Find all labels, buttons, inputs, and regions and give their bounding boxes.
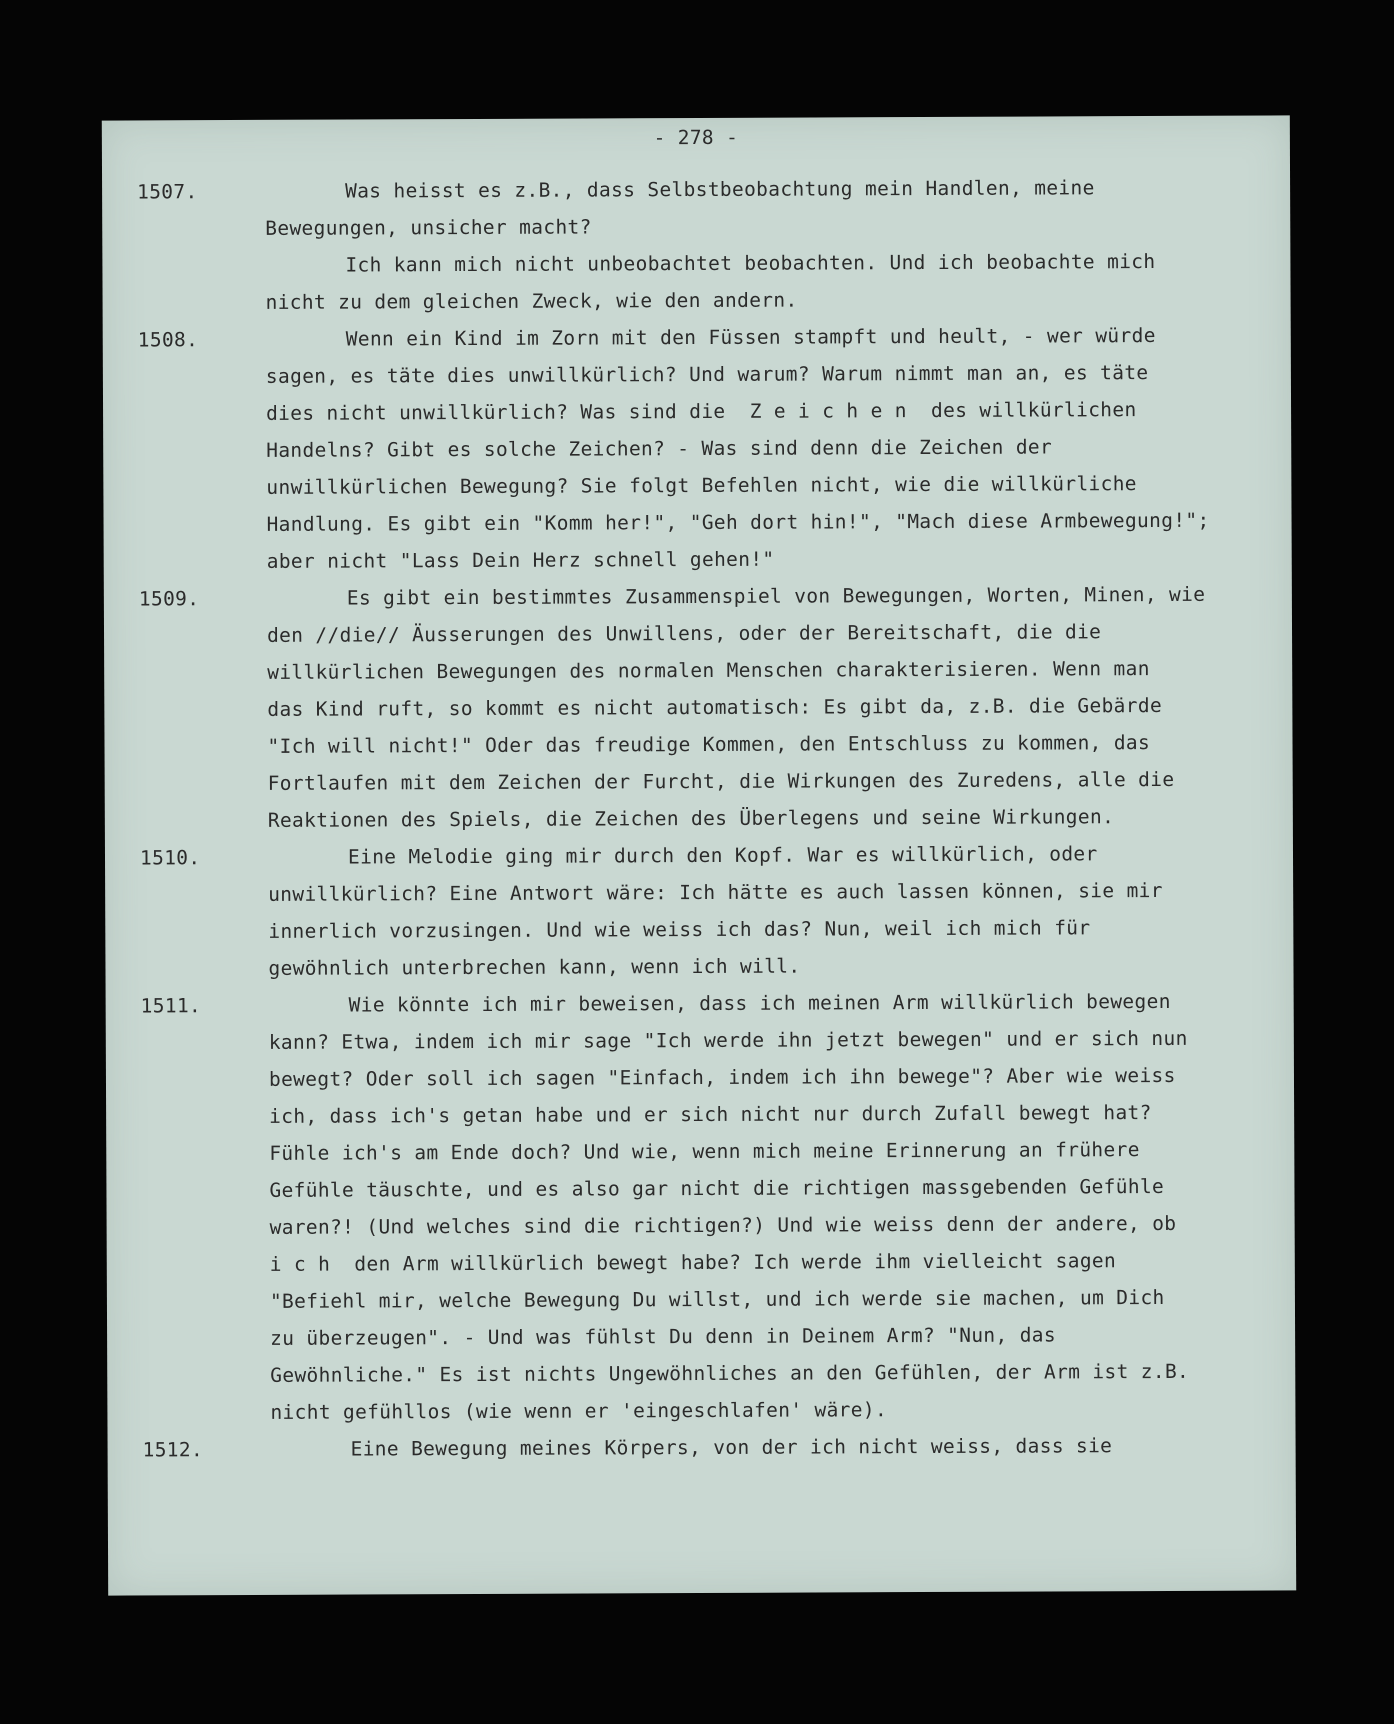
text-line: zu überzeugen". - Und was fühlst Du denn in Deinem Arm? "Nun, das bbox=[270, 1323, 1057, 1350]
text-line: kann? Etwa, indem ich mir sage "Ich werde ihn jetzt bewegen" und er sich nun bbox=[268, 1026, 1188, 1054]
typescript-page bbox=[102, 115, 1296, 1595]
text-line: sagen, es täte dies unwillkürlich? Und warum? Warum nimmt man an, es täte bbox=[265, 361, 1149, 388]
text-line: Reaktionen des Spiels, die Zeichen des Überlegens und seine Wirkungen. bbox=[267, 805, 1115, 832]
text-line: Bewegungen, unsicher macht? bbox=[265, 215, 592, 240]
text-line: gewöhnlich unterbrechen kann, wenn ich will. bbox=[268, 954, 801, 980]
remark-number: 1512. bbox=[142, 1438, 204, 1462]
text-line: waren?! (Und welches sind die richtigen?) Und wie weiss denn der andere, ob bbox=[269, 1211, 1177, 1239]
page-number: - 278 - bbox=[653, 125, 739, 150]
text-line: unwillkürlichen Bewegung? Sie folgt Befehlen nicht, wie die willkürliche bbox=[266, 472, 1137, 499]
remark-number: 1509. bbox=[138, 587, 200, 611]
text-line: unwillkürlich? Eine Antwort wäre: Ich hätte es auch lassen können, sie mir bbox=[268, 878, 1163, 906]
text-line: nicht zu dem gleichen Zweck, wie den andern. bbox=[265, 288, 798, 314]
text-line: Handelns? Gibt es solche Zeichen? - Was sind denn die Zeichen der bbox=[266, 435, 1053, 462]
text-line: den //die// Äusserungen des Unwillens, oder der Bereitschaft, die die bbox=[266, 620, 1102, 647]
remark-number: 1510. bbox=[139, 846, 201, 870]
remark-number: 1508. bbox=[137, 328, 199, 352]
text-line: Eine Bewegung meines Körpers, von der ich nicht weiss, dass sie bbox=[350, 1434, 1113, 1461]
text-line: "Ich will nicht!" Oder das freudige Kommen, den Entschluss zu kommen, das bbox=[267, 731, 1151, 758]
text-line: i c h den Arm willkürlich bewegt habe? Ich werde ihm vielleicht sagen bbox=[269, 1249, 1117, 1276]
text-line: dies nicht unwillkürlich? Was sind die Z e i c h e n des willkürlichen bbox=[266, 398, 1137, 425]
text-line: Fortlaufen mit dem Zeichen der Furcht, die Wirkungen des Zuredens, alle die bbox=[267, 767, 1175, 795]
remark-number: 1511. bbox=[140, 994, 202, 1018]
text-line: ich, dass ich's getan habe und er sich nicht nur durch Zufall bewegt hat? bbox=[269, 1101, 1152, 1128]
text-line: aber nicht "Lass Dein Herz schnell gehen!" bbox=[266, 547, 775, 573]
text-line: Was heisst es z.B., dass Selbstbeobachtung mein Handlen, meine bbox=[345, 176, 1095, 203]
text-line: Gewöhnliche." Es ist nichts Ungewöhnliches an den Gefühlen, der Arm ist z.B. bbox=[270, 1359, 1190, 1387]
text-line: Handlung. Es gibt ein "Komm her!", "Geh dort hin!", "Mach diese Armbewegung!"; bbox=[266, 508, 1210, 536]
text-line: Fühle ich's am Ende doch? Und wie, wenn mich meine Erinnerung an frühere bbox=[269, 1138, 1140, 1165]
text-line: "Befiehl mir, welche Bewegung Du willst, und ich werde sie machen, um Dich bbox=[269, 1285, 1165, 1313]
text-line: Wenn ein Kind im Zorn mit den Füssen stampft und heult, - wer würde bbox=[345, 324, 1156, 351]
text-line: Ich kann mich nicht unbeobachtet beobachten. Und ich beobachte mich bbox=[345, 250, 1156, 277]
text-line: bewegt? Oder soll ich sagen "Einfach, indem ich ihn bewege"? Aber wie weiss bbox=[268, 1063, 1176, 1091]
text-line: Gefühle täuschte, und es also gar nicht die richtigen massgebenden Gefühle bbox=[269, 1174, 1165, 1202]
text-line: das Kind ruft, so kommt es nicht automatisch: Es gibt da, z.B. die Gebärde bbox=[267, 693, 1163, 721]
remark-number: 1507. bbox=[137, 180, 198, 204]
text-line: Eine Melodie ging mir durch den Kopf. War es willkürlich, oder bbox=[347, 842, 1098, 869]
text-line: willkürlichen Bewegungen des normalen Menschen charakterisieren. Wenn man bbox=[267, 657, 1150, 684]
text-line: Es gibt ein bestimmtes Zusammenspiel von Bewegungen, Worten, Minen, wie bbox=[346, 582, 1206, 610]
text-line: Wie könnte ich mir beweisen, dass ich meinen Arm willkürlich bewegen bbox=[348, 989, 1171, 1017]
text-line: innerlich vorzusingen. Und wie weiss ich das? Nun, weil ich mich für bbox=[268, 916, 1091, 943]
text-line: nicht gefühllos (wie wenn er 'eingeschlafen' wäre). bbox=[270, 1398, 888, 1424]
